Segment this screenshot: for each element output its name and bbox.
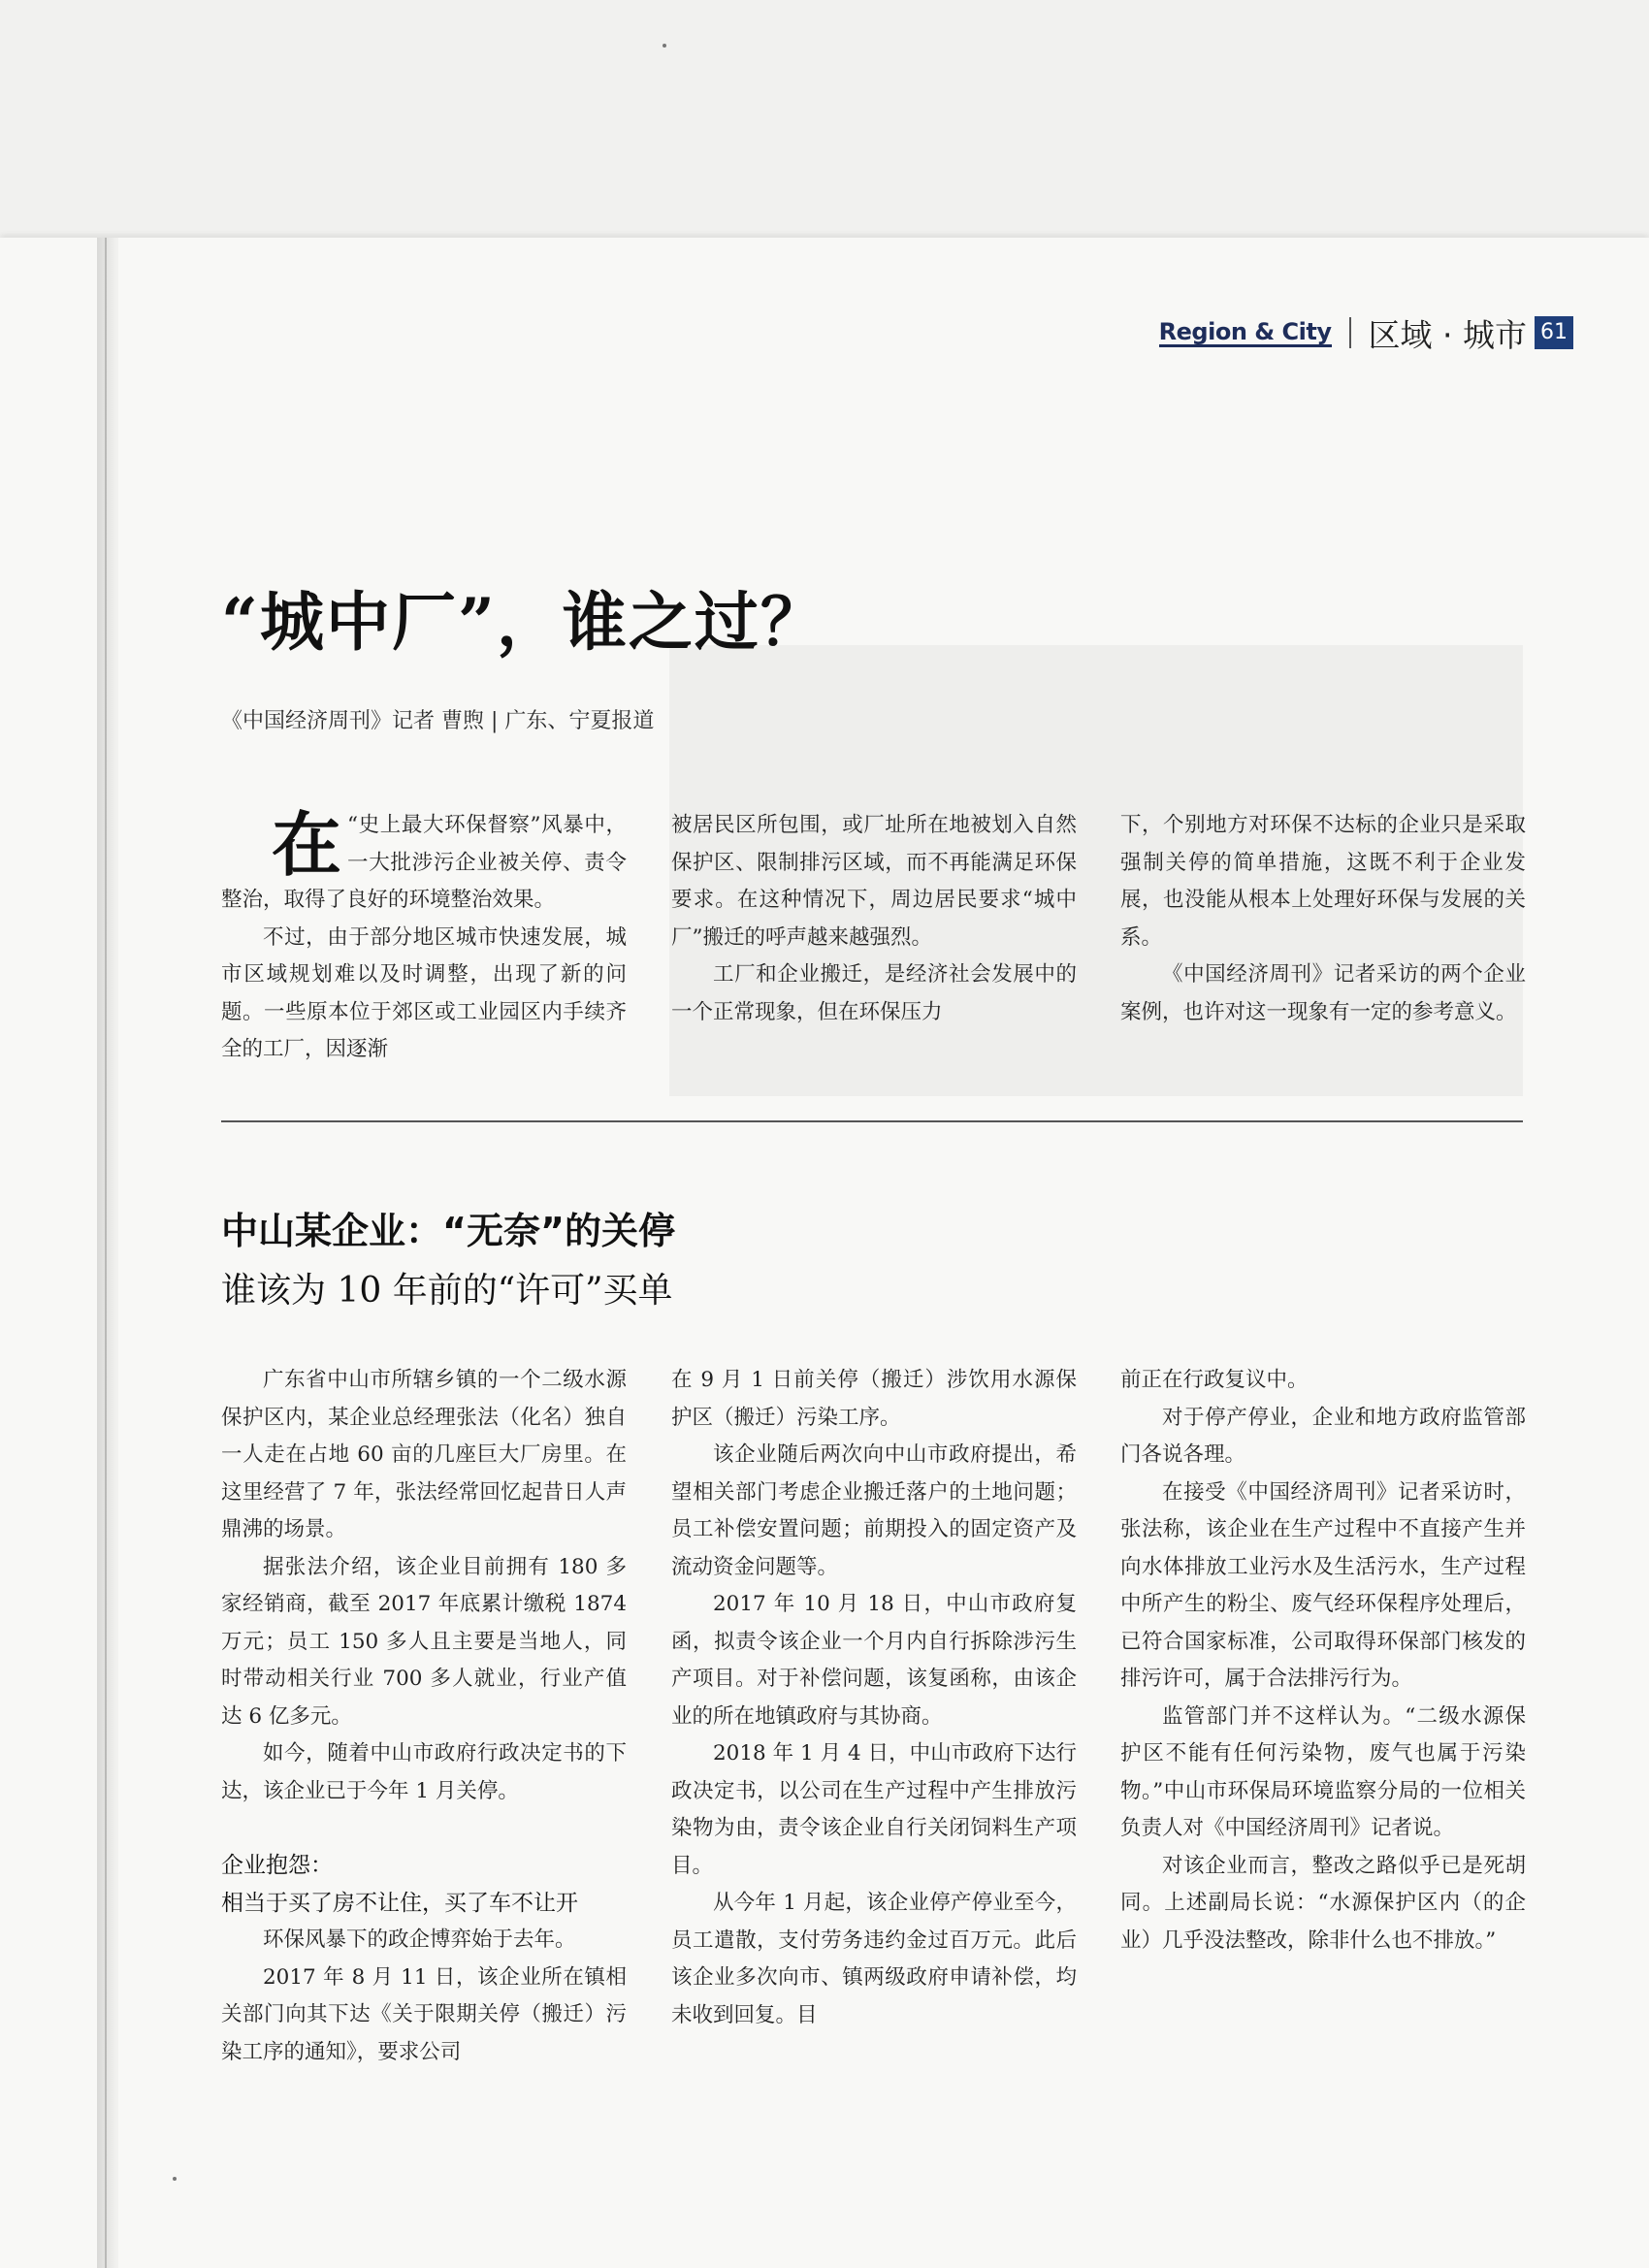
intro-paragraph: 下，个别地方对环保不达标的企业只是采取强制关停的简单措施，这既不利于企业发展，也没能从根本上处理好环保与发展的关系。 xyxy=(1120,813,1526,950)
body-column-1 xyxy=(221,1362,627,2071)
intro-paragraph: 被居民区所包围，或厂址所在地被划入自然保护区、限制排污区域，而不再能满足环保要求。在这种情况下，周边居民要求“城中厂”搬迁的呼声越来越强烈。 xyxy=(671,813,1077,950)
brand-logo: Region & City xyxy=(1158,317,1332,345)
section-subtitle: 谁该为 10 年前的“许可”买单 xyxy=(221,1271,673,1311)
body-paragraph: 2018 年 1 月 4 日，中山市政府下达行政决定书，以公司在生产过程中产生排放污染物为由，责令该企业自行关闭饲料生产项目。 xyxy=(671,1741,1077,1878)
intro-paragraph: 在 “史上最大环保督察”风暴中，一大批涉污企业被关停、责令整治，取得了良好的环境整治效果。 xyxy=(221,803,627,912)
body-paragraph: 2017 年 10 月 18 日，中山市政府复函，拟责令该企业一个月内自行拆除涉污生产项目。对于补偿问题，该复函称，由该企业的所在地镇政府与其协商。 xyxy=(671,1592,1077,1729)
intro-column-2 xyxy=(671,807,1077,1031)
body-paragraph: 2017 年 8 月 11 日，该企业所在镇相关部门向其下达《关于限期关停（搬迁）污染工序的通知》，要求公司 xyxy=(221,1964,627,2064)
body-paragraph: 对该企业而言，整改之路似乎已是死胡同。上述副局长说：“水源保护区内（的企业）几乎没法整改，除非什么也不排放。” xyxy=(1120,1853,1526,1953)
body-paragraph: 在接受《中国经济周刊》记者采访时，张法称，该企业在生产过程中不直接产生并向水体排放工业污水及生活污水，生产过程中所产生的粉尘、废气经环保程序处理后，已符合国家标准，公司取得环保部门核发的排污许可，属于合法排污行为。 xyxy=(1120,1479,1526,1691)
body-paragraph: 广东省中山市所辖乡镇的一个二级水源保护区内，某企业总经理张法（化名）独自一人走在占地 60 亩的几座巨大厂房里。在这里经营了 7 年，张法经常回忆起昔日人声鼎沸的场景。 xyxy=(221,1368,627,1541)
section-title: 中山某企业：“无奈”的关停 xyxy=(221,1210,675,1252)
body-paragraph: 环保风暴下的政企博弈始于去年。 xyxy=(263,1928,576,1952)
body-paragraph: 如今，随着中山市政府行政决定书的下达，该企业已于今年 1 月关停。 xyxy=(221,1741,627,1803)
page-gutter xyxy=(97,238,118,2268)
article-title: “城中厂”，谁之过？ xyxy=(221,584,826,660)
intro-paragraph: 《中国经济周刊》记者采访的两个企业案例，也许对这一现象有一定的参考意义。 xyxy=(1120,962,1526,1024)
page-number: 61 xyxy=(1535,316,1573,349)
body-paragraph: 在 9 月 1 日前关停（搬迁）涉饮用水源保护区（搬迁）污染工序。 xyxy=(671,1368,1077,1430)
byline: 《中国经济周刊》记者 曹煦 | 广东、宁夏报道 xyxy=(221,709,655,733)
intro-paragraph: 不过，由于部分地区城市快速发展，城市区域规划难以及时调整，出现了新的问题。一些原本位于郊区或工业园区内手续齐全的工厂，因逐渐 xyxy=(221,924,627,1061)
intro-column-3 xyxy=(1120,807,1526,1031)
intro-paragraph: 工厂和企业搬迁，是经济社会发展中的一个正常现象，但在环保压力 xyxy=(671,962,1077,1024)
running-header xyxy=(1159,308,1573,357)
intro-column-1 xyxy=(221,803,627,1069)
scan-speck xyxy=(173,2177,177,2181)
body-paragraph: 前正在行政复议中。 xyxy=(1120,1368,1309,1392)
header-separator xyxy=(1349,317,1351,348)
body-paragraph: 据张法介绍，该企业目前拥有 180 多家经销商，截至 2017 年底累计缴税 1874 万元；员工 150 多人且主要是当地人，同时带动相关行业 700 多人就业，行业产值达 6 亿多元。 xyxy=(221,1554,627,1729)
body-paragraph: 对于停产停业，企业和地方政府监管部门各说各理。 xyxy=(1120,1405,1526,1467)
scan-speck xyxy=(663,44,666,48)
section-divider xyxy=(221,1120,1523,1122)
section-name: 区域 · 城市 xyxy=(1368,315,1527,354)
subhead-label: 企业抱怨： xyxy=(221,1853,333,1878)
body-paragraph: 从今年 1 月起，该企业停产停业至今，员工遣散，支付劳务违约金过百万元。此后该企业多次向市、镇两级政府申请补偿，均未收到回复。目 xyxy=(671,1891,1077,2027)
body-column-2 xyxy=(671,1362,1077,2034)
gutter-line xyxy=(105,238,107,2268)
body-column-3 xyxy=(1120,1362,1526,1960)
drop-cap: 在 xyxy=(272,803,342,886)
previous-page-edge xyxy=(0,0,1649,243)
body-paragraph: 该企业随后两次向中山市政府提出，希望相关部门考虑企业搬迁落户的土地问题；员工补偿安置问题；前期投入的固定资产及流动资金问题等。 xyxy=(671,1442,1077,1579)
body-paragraph: 监管部门并不这样认为。“二级水源保护区不能有任何污染物，废气也属于污染物。”中山市环保局环境监察分局的一位相关负责人对《中国经济周刊》记者说。 xyxy=(1120,1703,1526,1840)
subhead-text: 相当于买了房不让住，买了车不让开 xyxy=(221,1890,578,1916)
